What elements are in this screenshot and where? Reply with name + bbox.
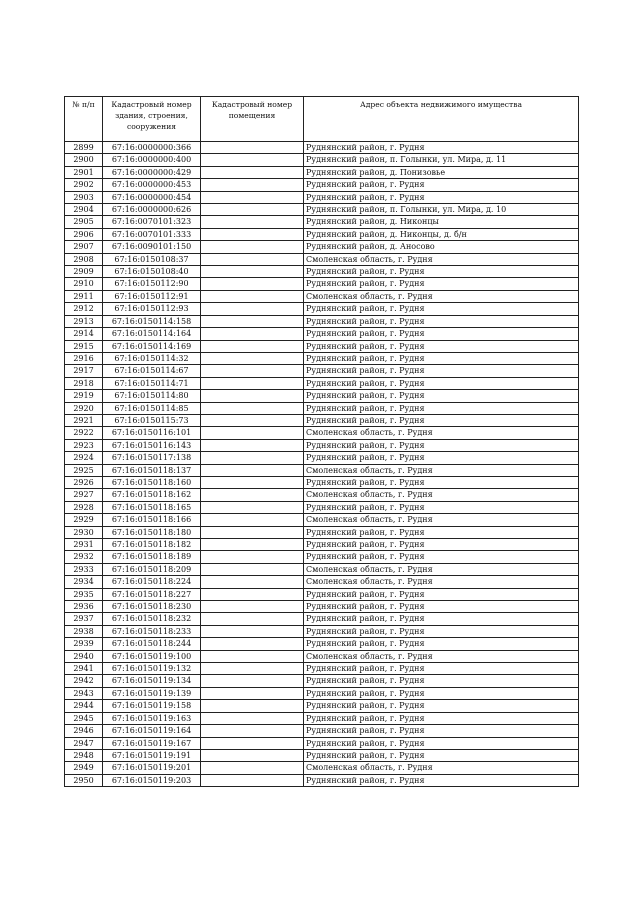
row-cadastral-room — [201, 191, 304, 203]
table-row — [65, 216, 579, 228]
row-cadastral-room — [201, 439, 304, 451]
row-num: 2902 — [65, 179, 103, 191]
row-cadastral-building: 67:16:0000000:453 — [103, 179, 201, 191]
row-num: 2921 — [65, 414, 103, 426]
row-cadastral-room — [201, 774, 304, 786]
row-cadastral-building: 67:16:0150118:232 — [103, 613, 201, 625]
row-address: Смоленская область, г. Рудня — [304, 576, 579, 588]
row-num: 2948 — [65, 749, 103, 761]
row-address: Руднянский район, г. Рудня — [304, 601, 579, 613]
row-address: Руднянский район, г. Рудня — [304, 390, 579, 402]
table-row — [65, 439, 579, 451]
row-cadastral-building: 67:16:0150118:209 — [103, 563, 201, 575]
header-num: № п/п — [65, 97, 103, 142]
row-num: 2941 — [65, 663, 103, 675]
row-cadastral-room — [201, 563, 304, 575]
row-num: 2933 — [65, 563, 103, 575]
row-cadastral-room — [201, 576, 304, 588]
table-row — [65, 476, 579, 488]
row-cadastral-building: 67:16:0150118:224 — [103, 576, 201, 588]
row-num: 2923 — [65, 439, 103, 451]
row-address: Смоленская область, г. Рудня — [304, 514, 579, 526]
row-address: Руднянский район, г. Рудня — [304, 439, 579, 451]
table-row — [65, 266, 579, 278]
row-cadastral-room — [201, 601, 304, 613]
table-row — [65, 774, 579, 786]
row-address: Руднянский район, г. Рудня — [304, 551, 579, 563]
row-num: 2899 — [65, 142, 103, 154]
row-address: Руднянский район, г. Рудня — [304, 725, 579, 737]
row-cadastral-room — [201, 377, 304, 389]
table-row — [65, 340, 579, 352]
row-cadastral-building: 67:16:0150118:180 — [103, 526, 201, 538]
row-cadastral-building: 67:16:0070101:333 — [103, 228, 201, 240]
table-row — [65, 650, 579, 662]
row-num: 2937 — [65, 613, 103, 625]
row-cadastral-room — [201, 142, 304, 154]
row-num: 2920 — [65, 402, 103, 414]
row-address: Смоленская область, г. Рудня — [304, 253, 579, 265]
row-cadastral-room — [201, 365, 304, 377]
table-row — [65, 414, 579, 426]
row-num: 2942 — [65, 675, 103, 687]
row-num: 2919 — [65, 390, 103, 402]
row-cadastral-room — [201, 700, 304, 712]
row-cadastral-room — [201, 253, 304, 265]
row-cadastral-building: 67:16:0150112:91 — [103, 290, 201, 302]
row-cadastral-building: 67:16:0150114:164 — [103, 328, 201, 340]
row-cadastral-room — [201, 526, 304, 538]
table-row — [65, 749, 579, 761]
table-row — [65, 377, 579, 389]
table-row — [65, 204, 579, 216]
row-address: Руднянский район, г. Рудня — [304, 663, 579, 675]
row-cadastral-building: 67:16:0150118:233 — [103, 625, 201, 637]
row-cadastral-building: 67:16:0150114:67 — [103, 365, 201, 377]
row-cadastral-room — [201, 613, 304, 625]
table-row — [65, 303, 579, 315]
row-cadastral-building: 67:16:0150119:201 — [103, 762, 201, 774]
row-cadastral-room — [201, 414, 304, 426]
row-cadastral-building: 67:16:0150116:101 — [103, 427, 201, 439]
row-address: Смоленская область, г. Рудня — [304, 290, 579, 302]
row-cadastral-room — [201, 489, 304, 501]
row-cadastral-building: 67:16:0150119:100 — [103, 650, 201, 662]
row-address: Руднянский район, д. Понизовье — [304, 166, 579, 178]
table-row — [65, 365, 579, 377]
row-cadastral-room — [201, 452, 304, 464]
table-row — [65, 687, 579, 699]
table-row — [65, 241, 579, 253]
row-cadastral-building: 67:16:0150118:165 — [103, 501, 201, 513]
row-address: Руднянский район, г. Рудня — [304, 774, 579, 786]
row-cadastral-room — [201, 303, 304, 315]
row-cadastral-room — [201, 340, 304, 352]
row-cadastral-building: 67:16:0150114:71 — [103, 377, 201, 389]
row-num: 2918 — [65, 377, 103, 389]
row-cadastral-building: 67:16:0150119:158 — [103, 700, 201, 712]
row-cadastral-room — [201, 762, 304, 774]
row-cadastral-building: 67:16:0150108:37 — [103, 253, 201, 265]
row-num: 2912 — [65, 303, 103, 315]
row-cadastral-building: 67:16:0150118:160 — [103, 476, 201, 488]
document-page — [64, 96, 578, 787]
table-row — [65, 613, 579, 625]
row-address: Руднянский район, г. Рудня — [304, 675, 579, 687]
table-row — [65, 588, 579, 600]
row-cadastral-building: 67:16:0150119:191 — [103, 749, 201, 761]
row-cadastral-room — [201, 290, 304, 302]
table-row — [65, 191, 579, 203]
row-num: 2904 — [65, 204, 103, 216]
table-row — [65, 464, 579, 476]
table-row — [65, 290, 579, 302]
row-cadastral-building: 67:16:0150119:164 — [103, 725, 201, 737]
row-num: 2913 — [65, 315, 103, 327]
table-row — [65, 712, 579, 724]
row-cadastral-room — [201, 315, 304, 327]
row-num: 2924 — [65, 452, 103, 464]
table-row — [65, 762, 579, 774]
row-cadastral-building: 67:16:0000000:366 — [103, 142, 201, 154]
table-row — [65, 390, 579, 402]
header-cadastral-room: Кадастровый номер помещения — [201, 97, 304, 142]
row-cadastral-room — [201, 216, 304, 228]
table-row — [65, 700, 579, 712]
row-cadastral-building: 67:16:0000000:400 — [103, 154, 201, 166]
table-row — [65, 563, 579, 575]
row-address: Руднянский район, г. Рудня — [304, 179, 579, 191]
table-row — [65, 539, 579, 551]
table-row — [65, 551, 579, 563]
row-cadastral-room — [201, 464, 304, 476]
table-row — [65, 179, 579, 191]
row-address: Руднянский район, г. Рудня — [304, 377, 579, 389]
table-row — [65, 663, 579, 675]
row-cadastral-room — [201, 241, 304, 253]
row-cadastral-building: 67:16:0150119:163 — [103, 712, 201, 724]
row-num: 2936 — [65, 601, 103, 613]
row-num: 2903 — [65, 191, 103, 203]
row-cadastral-room — [201, 712, 304, 724]
row-num: 2935 — [65, 588, 103, 600]
row-num: 2939 — [65, 638, 103, 650]
row-cadastral-building: 67:16:0150118:182 — [103, 539, 201, 551]
row-cadastral-room — [201, 278, 304, 290]
table-row — [65, 154, 579, 166]
header-cadastral-building: Кадастровый номер здания, строения, сооружения — [103, 97, 201, 142]
row-address: Руднянский район, г. Рудня — [304, 588, 579, 600]
row-address: Руднянский район, д. Никонцы, д. б/н — [304, 228, 579, 240]
row-cadastral-room — [201, 539, 304, 551]
row-address: Руднянский район, г. Рудня — [304, 625, 579, 637]
row-num: 2944 — [65, 700, 103, 712]
row-address: Смоленская область, г. Рудня — [304, 563, 579, 575]
row-cadastral-building: 67:16:0000000:429 — [103, 166, 201, 178]
table-row — [65, 601, 579, 613]
row-cadastral-room — [201, 228, 304, 240]
table-row — [65, 576, 579, 588]
row-address: Руднянский район, г. Рудня — [304, 539, 579, 551]
row-cadastral-room — [201, 328, 304, 340]
row-address: Руднянский район, г. Рудня — [304, 365, 579, 377]
row-num: 2906 — [65, 228, 103, 240]
row-num: 2922 — [65, 427, 103, 439]
row-address: Руднянский район, г. Рудня — [304, 278, 579, 290]
header-address: Адрес объекта недвижимого имущества — [304, 97, 579, 142]
row-cadastral-room — [201, 725, 304, 737]
row-cadastral-room — [201, 749, 304, 761]
row-address: Руднянский район, п. Голынки, ул. Мира, д. 11 — [304, 154, 579, 166]
row-num: 2908 — [65, 253, 103, 265]
row-address: Руднянский район, г. Рудня — [304, 712, 579, 724]
row-cadastral-building: 67:16:0150114:85 — [103, 402, 201, 414]
row-num: 2927 — [65, 489, 103, 501]
row-num: 2907 — [65, 241, 103, 253]
row-cadastral-building: 67:16:0150118:189 — [103, 551, 201, 563]
row-num: 2917 — [65, 365, 103, 377]
row-cadastral-room — [201, 638, 304, 650]
table-row — [65, 489, 579, 501]
row-cadastral-building: 67:16:0090101:150 — [103, 241, 201, 253]
row-address: Руднянский район, п. Голынки, ул. Мира, д. 10 — [304, 204, 579, 216]
row-cadastral-building: 67:16:0150118:227 — [103, 588, 201, 600]
row-cadastral-building: 67:16:0150115:73 — [103, 414, 201, 426]
row-cadastral-building: 67:16:0070101:323 — [103, 216, 201, 228]
row-cadastral-room — [201, 501, 304, 513]
table-header-row — [65, 97, 579, 142]
row-address: Руднянский район, г. Рудня — [304, 687, 579, 699]
row-address: Смоленская область, г. Рудня — [304, 489, 579, 501]
row-cadastral-building: 67:16:0150119:203 — [103, 774, 201, 786]
row-num: 2910 — [65, 278, 103, 290]
table-row — [65, 352, 579, 364]
row-address: Руднянский район, г. Рудня — [304, 340, 579, 352]
row-cadastral-building: 67:16:0150114:169 — [103, 340, 201, 352]
row-cadastral-building: 67:16:0150119:167 — [103, 737, 201, 749]
row-num: 2930 — [65, 526, 103, 538]
row-address: Смоленская область, г. Рудня — [304, 762, 579, 774]
table-row — [65, 452, 579, 464]
row-num: 2940 — [65, 650, 103, 662]
row-num: 2945 — [65, 712, 103, 724]
row-num: 2950 — [65, 774, 103, 786]
row-address: Руднянский район, г. Рудня — [304, 352, 579, 364]
row-num: 2909 — [65, 266, 103, 278]
row-cadastral-room — [201, 427, 304, 439]
row-address: Руднянский район, г. Рудня — [304, 414, 579, 426]
row-num: 2911 — [65, 290, 103, 302]
row-address: Руднянский район, д. Никонцы — [304, 216, 579, 228]
row-cadastral-building: 67:16:0150117:138 — [103, 452, 201, 464]
row-cadastral-room — [201, 476, 304, 488]
row-cadastral-building: 67:16:0150114:80 — [103, 390, 201, 402]
property-registry-table — [64, 96, 579, 787]
table-row — [65, 427, 579, 439]
table-row — [65, 501, 579, 513]
row-cadastral-building: 67:16:0000000:626 — [103, 204, 201, 216]
row-address: Смоленская область, г. Рудня — [304, 464, 579, 476]
table-row — [65, 675, 579, 687]
row-address: Руднянский район, г. Рудня — [304, 315, 579, 327]
row-address: Руднянский район, г. Рудня — [304, 452, 579, 464]
row-cadastral-room — [201, 625, 304, 637]
row-num: 2929 — [65, 514, 103, 526]
row-cadastral-room — [201, 675, 304, 687]
row-num: 2925 — [65, 464, 103, 476]
row-address: Руднянский район, г. Рудня — [304, 613, 579, 625]
table-row — [65, 166, 579, 178]
row-cadastral-room — [201, 402, 304, 414]
table-row — [65, 315, 579, 327]
table-row — [65, 278, 579, 290]
row-cadastral-building: 67:16:0150119:132 — [103, 663, 201, 675]
row-address: Руднянский район, г. Рудня — [304, 402, 579, 414]
row-cadastral-building: 67:16:0150119:139 — [103, 687, 201, 699]
row-cadastral-building: 67:16:0150114:32 — [103, 352, 201, 364]
row-address: Руднянский район, д. Аносово — [304, 241, 579, 253]
row-cadastral-room — [201, 514, 304, 526]
table-row — [65, 514, 579, 526]
row-num: 2905 — [65, 216, 103, 228]
row-cadastral-building: 67:16:0150118:244 — [103, 638, 201, 650]
table-row — [65, 328, 579, 340]
table-row — [65, 228, 579, 240]
row-cadastral-room — [201, 179, 304, 191]
table-row — [65, 253, 579, 265]
row-cadastral-building: 67:16:0150118:137 — [103, 464, 201, 476]
table-row — [65, 725, 579, 737]
row-address: Руднянский район, г. Рудня — [304, 266, 579, 278]
row-address: Руднянский район, г. Рудня — [304, 526, 579, 538]
row-cadastral-room — [201, 166, 304, 178]
row-address: Руднянский район, г. Рудня — [304, 638, 579, 650]
row-address: Руднянский район, г. Рудня — [304, 142, 579, 154]
row-cadastral-building: 67:16:0150108:40 — [103, 266, 201, 278]
row-num: 2938 — [65, 625, 103, 637]
row-cadastral-building: 67:16:0150112:93 — [103, 303, 201, 315]
table-row — [65, 737, 579, 749]
row-cadastral-building: 67:16:0150118:162 — [103, 489, 201, 501]
row-address: Смоленская область, г. Рудня — [304, 427, 579, 439]
row-address: Руднянский район, г. Рудня — [304, 476, 579, 488]
row-cadastral-building: 67:16:0150119:134 — [103, 675, 201, 687]
row-cadastral-room — [201, 154, 304, 166]
row-num: 2947 — [65, 737, 103, 749]
table-row — [65, 638, 579, 650]
row-address: Руднянский район, г. Рудня — [304, 191, 579, 203]
row-cadastral-building: 67:16:0150118:230 — [103, 601, 201, 613]
table-row — [65, 402, 579, 414]
row-cadastral-room — [201, 551, 304, 563]
row-cadastral-building: 67:16:0150118:166 — [103, 514, 201, 526]
row-num: 2900 — [65, 154, 103, 166]
row-cadastral-room — [201, 687, 304, 699]
row-num: 2901 — [65, 166, 103, 178]
row-num: 2946 — [65, 725, 103, 737]
row-cadastral-building: 67:16:0000000:454 — [103, 191, 201, 203]
row-num: 2916 — [65, 352, 103, 364]
row-address: Руднянский район, г. Рудня — [304, 303, 579, 315]
row-cadastral-room — [201, 650, 304, 662]
row-num: 2914 — [65, 328, 103, 340]
row-address: Руднянский район, г. Рудня — [304, 737, 579, 749]
row-cadastral-building: 67:16:0150112:90 — [103, 278, 201, 290]
table-row — [65, 142, 579, 154]
row-cadastral-room — [201, 266, 304, 278]
row-cadastral-room — [201, 352, 304, 364]
row-num: 2926 — [65, 476, 103, 488]
row-num: 2931 — [65, 539, 103, 551]
table-row — [65, 526, 579, 538]
row-cadastral-room — [201, 204, 304, 216]
row-cadastral-room — [201, 737, 304, 749]
row-cadastral-room — [201, 390, 304, 402]
row-num: 2943 — [65, 687, 103, 699]
row-num: 2949 — [65, 762, 103, 774]
row-address: Руднянский район, г. Рудня — [304, 501, 579, 513]
row-num: 2928 — [65, 501, 103, 513]
row-address: Руднянский район, г. Рудня — [304, 328, 579, 340]
row-num: 2932 — [65, 551, 103, 563]
row-num: 2934 — [65, 576, 103, 588]
row-num: 2915 — [65, 340, 103, 352]
table-row — [65, 625, 579, 637]
table-body — [65, 142, 579, 787]
row-cadastral-building: 67:16:0150116:143 — [103, 439, 201, 451]
row-cadastral-room — [201, 588, 304, 600]
row-cadastral-room — [201, 663, 304, 675]
row-address: Смоленская область, г. Рудня — [304, 650, 579, 662]
row-address: Руднянский район, г. Рудня — [304, 749, 579, 761]
row-cadastral-building: 67:16:0150114:158 — [103, 315, 201, 327]
row-address: Руднянский район, г. Рудня — [304, 700, 579, 712]
